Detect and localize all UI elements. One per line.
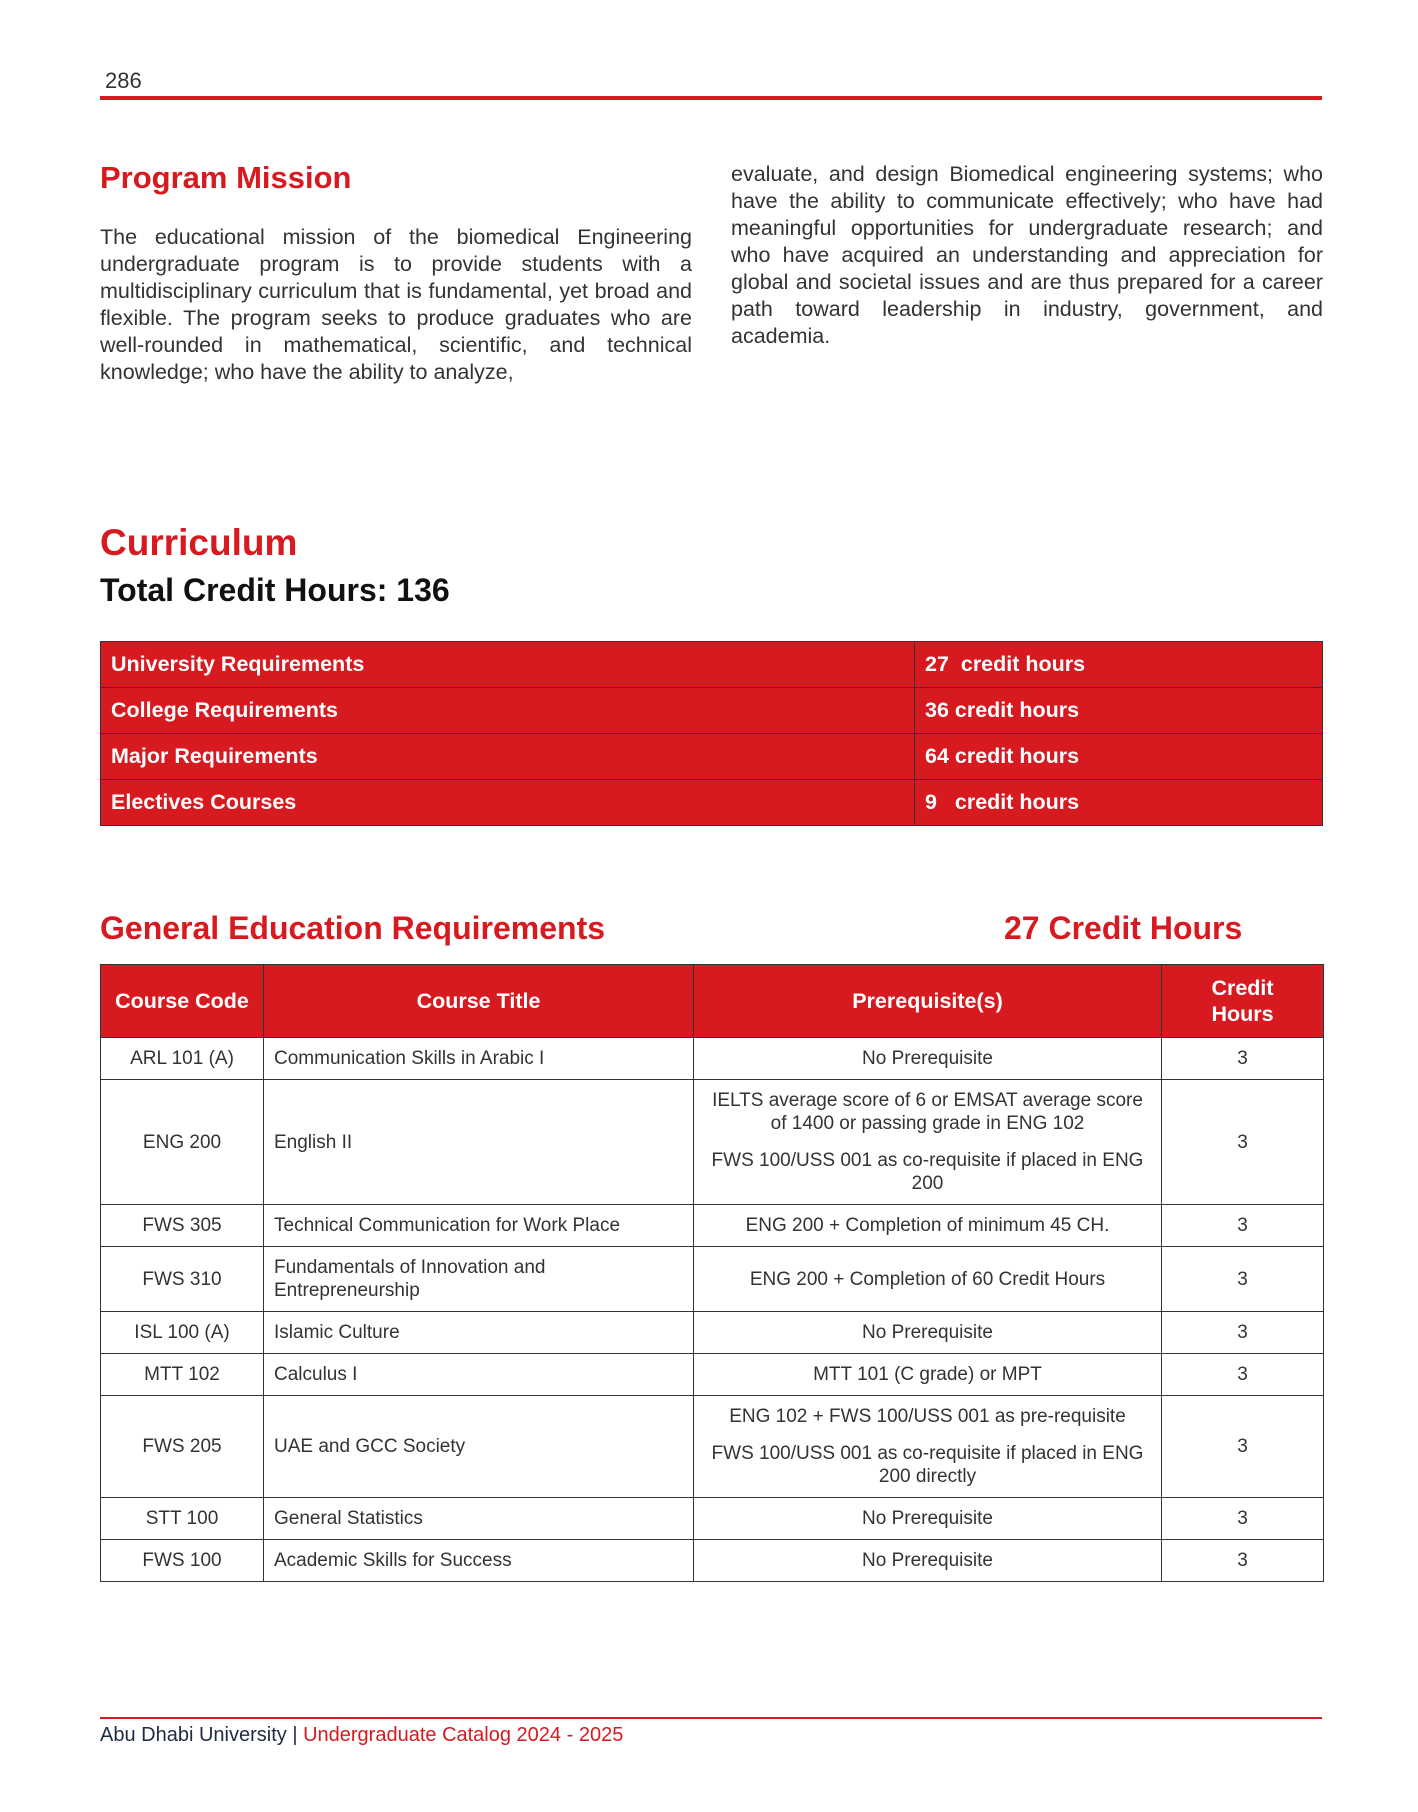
course-prerequisite <box>694 1247 1162 1312</box>
course-prerequisite <box>694 1396 1162 1498</box>
mission-title: Program Mission <box>100 160 352 195</box>
course-prerequisite <box>694 1312 1162 1354</box>
course-row <box>101 1540 1324 1582</box>
course-row <box>101 1205 1324 1247</box>
prerequisite-line: ENG 102 + FWS 100/USS 001 as pre-requisite <box>729 1406 1126 1427</box>
course-code: FWS 100 <box>101 1540 264 1582</box>
prerequisite-line: FWS 100/USS 001 as co-requisite if placed in ENG 200 <box>711 1150 1144 1194</box>
course-row <box>101 1354 1324 1396</box>
gen-ed-hours: 27 Credit Hours <box>1004 910 1243 946</box>
summary-label: University Requirements <box>101 642 915 688</box>
course-title: Academic Skills for Success <box>264 1540 694 1582</box>
course-credit-hours: 3 <box>1162 1354 1324 1396</box>
course-row <box>101 1498 1324 1540</box>
course-credit-hours: 3 <box>1162 1247 1324 1312</box>
prerequisite-line: ENG 200 + Completion of 60 Credit Hours <box>749 1268 1106 1290</box>
mission-text-right: evaluate, and design Biomedical engineering systems; who have the ability to communicate effectively; who have had meaningful opportunities for undergraduate research; and who have acquired an understanding and appreciation for global and societal issues and are thus prepared for a career path toward leadership in industry, government, and academia. <box>731 162 1323 348</box>
courses-table <box>100 964 1324 1582</box>
summary-row <box>101 688 1323 734</box>
course-title: General Statistics <box>264 1498 694 1540</box>
course-row <box>101 1396 1324 1498</box>
course-credit-hours: 3 <box>1162 1080 1324 1205</box>
gen-ed-title: General Education Requirements <box>100 910 606 946</box>
footer <box>100 1724 623 1747</box>
course-title: Technical Communication for Work Place <box>264 1205 694 1247</box>
summary-hours: 64 credit hours <box>915 734 1323 780</box>
header-course-code: Course Code <box>101 965 264 1038</box>
course-code: FWS 310 <box>101 1247 264 1312</box>
footer-separator: | <box>292 1724 298 1746</box>
course-title: Communication Skills in Arabic I <box>264 1038 694 1080</box>
course-title: Calculus I <box>264 1354 694 1396</box>
summary-row <box>101 734 1323 780</box>
course-row <box>101 1080 1324 1205</box>
header-course-title: Course Title <box>264 965 694 1038</box>
courses-header-row <box>101 965 1324 1038</box>
summary-row <box>101 780 1323 826</box>
course-credit-hours: 3 <box>1162 1540 1324 1582</box>
course-code: ARL 101 (A) <box>101 1038 264 1080</box>
prerequisite-line: MTT 101 (C grade) or MPT <box>813 1364 1042 1385</box>
credit-summary-table <box>100 641 1323 826</box>
mission-text-left: The educational mission of the biomedical Engineering undergraduate program is to provide students with a multidisciplinary curriculum that is fundamental, yet broad and flexible. The program seeks to produce graduates who are well-rounded in mathematical, scientific, and technical knowledge; who have the ability to analyze, <box>100 225 692 384</box>
course-prerequisite <box>694 1080 1162 1205</box>
course-row <box>101 1247 1324 1312</box>
prerequisite-line: No Prerequisite <box>862 1322 993 1343</box>
course-code: FWS 205 <box>101 1396 264 1498</box>
course-row <box>101 1038 1324 1080</box>
summary-hours: 27 credit hours <box>915 642 1323 688</box>
prerequisite-line: No Prerequisite <box>862 1550 993 1571</box>
header-prerequisites: Prerequisite(s) <box>694 965 1162 1038</box>
page-number: 286 <box>105 68 142 93</box>
course-code: ENG 200 <box>101 1080 264 1205</box>
header-credit-hours: Credit Hours <box>1162 965 1324 1038</box>
summary-hours: 36 credit hours <box>915 688 1323 734</box>
prerequisite-line: No Prerequisite <box>862 1508 993 1529</box>
total-credit-hours: Total Credit Hours: 136 <box>100 572 450 608</box>
course-code: ISL 100 (A) <box>101 1312 264 1354</box>
header-rule <box>100 96 1322 100</box>
course-prerequisite <box>694 1038 1162 1080</box>
footer-university: Abu Dhabi University <box>100 1724 287 1746</box>
prerequisite-line: FWS 100/USS 001 as co-requisite if placed in ENG 200 directly <box>711 1443 1144 1487</box>
course-prerequisite <box>694 1205 1162 1247</box>
course-prerequisite <box>694 1540 1162 1582</box>
summary-label: Major Requirements <box>101 734 915 780</box>
course-title: UAE and GCC Society <box>264 1396 694 1498</box>
course-credit-hours: 3 <box>1162 1498 1324 1540</box>
course-code: STT 100 <box>101 1498 264 1540</box>
course-credit-hours: 3 <box>1162 1312 1324 1354</box>
course-code: FWS 305 <box>101 1205 264 1247</box>
course-prerequisite <box>694 1354 1162 1396</box>
course-credit-hours: 3 <box>1162 1038 1324 1080</box>
course-title: English II <box>264 1080 694 1205</box>
summary-label: College Requirements <box>101 688 915 734</box>
footer-rule <box>100 1717 1322 1719</box>
course-credit-hours: 3 <box>1162 1396 1324 1498</box>
prerequisite-line: No Prerequisite <box>862 1048 993 1069</box>
course-prerequisite <box>694 1498 1162 1540</box>
course-title: Islamic Culture <box>264 1312 694 1354</box>
prerequisite-line: IELTS average score of 6 or EMSAT average score of 1400 or passing grade in ENG 102 <box>712 1090 1143 1134</box>
course-credit-hours: 3 <box>1162 1205 1324 1247</box>
course-code: MTT 102 <box>101 1354 264 1396</box>
summary-hours: 9 credit hours <box>915 780 1323 826</box>
summary-row <box>101 642 1323 688</box>
footer-catalog: Undergraduate Catalog 2024 - 2025 <box>303 1724 624 1746</box>
course-row <box>101 1312 1324 1354</box>
curriculum-title: Curriculum <box>100 522 298 563</box>
prerequisite-line: ENG 200 + Completion of minimum 45 CH. <box>745 1215 1110 1236</box>
summary-label: Electives Courses <box>101 780 915 826</box>
course-title: Fundamentals of Innovation and Entrepreneurship <box>264 1247 694 1312</box>
